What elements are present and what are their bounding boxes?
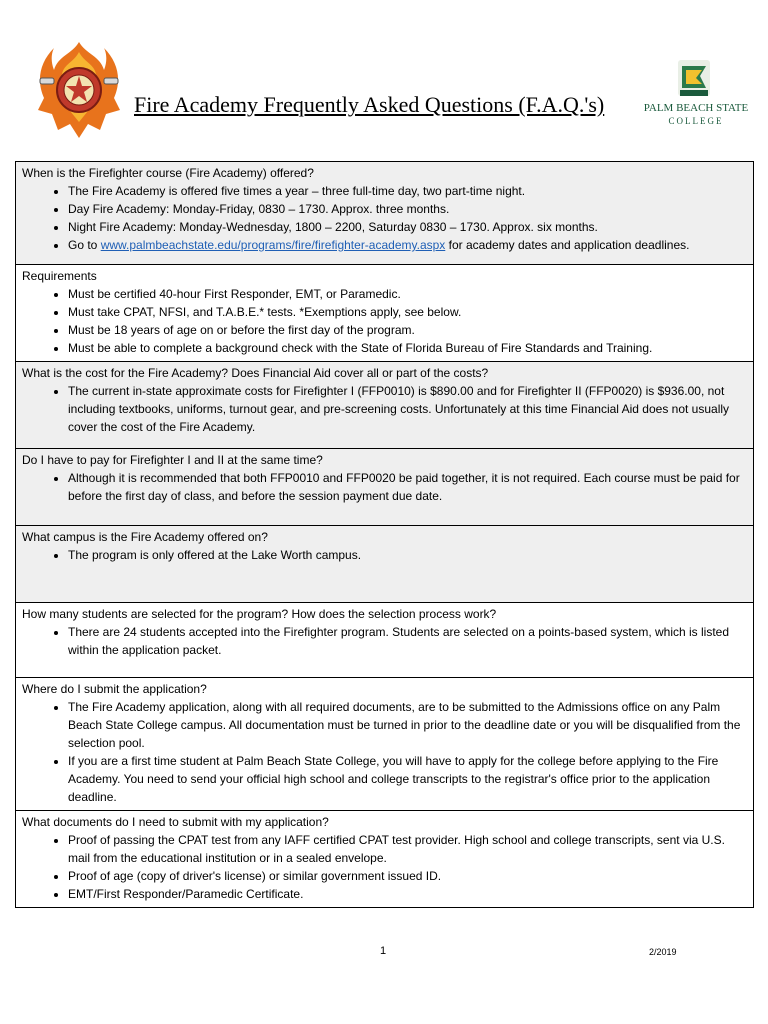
fire-academy-logo	[34, 40, 124, 140]
faq-question: How many students are selected for the program? How does the selection process work?	[22, 607, 497, 621]
faq-answer: • Must be 18 years of age on or before the first day of the program.	[68, 321, 747, 339]
faq-answer: • The program is only offered at the Lake Worth campus.	[68, 546, 747, 564]
faq-answer-list	[22, 285, 747, 357]
college-name: PALM BEACH STATE	[643, 102, 749, 114]
faq-answer-list	[22, 182, 747, 254]
faq-answer: • Proof of passing the CPAT test from any IAFF certified CPAT test provider. High school and college transcripts, sent via U.S. mail from the educational institution or in a sealed envelope.	[68, 831, 747, 867]
faq-answer-list	[22, 546, 747, 564]
faq-row-schedule	[16, 162, 754, 265]
faq-answer: • Must be certified 40-hour First Responder, EMT, or Paramedic.	[68, 285, 747, 303]
faq-answer-list	[22, 469, 747, 505]
faq-question: When is the Firefighter course (Fire Academy) offered?	[22, 166, 314, 180]
faq-row-selection	[16, 603, 754, 678]
revision-date: 2/2019	[649, 947, 677, 957]
flame-shield-icon	[34, 40, 124, 140]
faq-answer-with-link	[68, 236, 747, 254]
faq-question: Requirements	[22, 269, 97, 283]
faq-row-campus	[16, 526, 754, 603]
faq-answer: • The Fire Academy is offered five times a year – three full-time day, two part-time night.	[68, 182, 747, 200]
faq-question: What is the cost for the Fire Academy? Does Financial Aid cover all or part of the costs?	[22, 366, 489, 380]
faq-answer: • Must be able to complete a background check with the State of Florida Bureau of Fire Standards and Training.	[68, 339, 747, 357]
college-emblem-icon	[672, 58, 716, 100]
faq-table	[15, 161, 754, 908]
page-number: 1	[380, 945, 387, 957]
faq-answer: • The current in-state approximate costs for Firefighter I (FFP0010) is $890.00 and for Firefighter II (FFP0020) is $936.00, not including textbooks, uniforms, turnout gear, and pre-screening costs. Unfortunately at this time Financial Aid does not usually cover the cost of the Fire Academy.	[68, 382, 747, 436]
faq-row-submit	[16, 678, 754, 811]
faq-question: What campus is the Fire Academy offered on?	[22, 530, 268, 544]
academy-link[interactable]: www.palmbeachstate.edu/programs/fire/firefighter-academy.aspx	[100, 238, 446, 252]
faq-answer-list	[22, 382, 747, 436]
faq-row-payment	[16, 449, 754, 526]
link-prefix: Go to	[68, 238, 101, 252]
faq-question: Do I have to pay for Firefighter I and II at the same time?	[22, 453, 323, 467]
faq-question: What documents do I need to submit with my application?	[22, 815, 329, 829]
college-sub: COLLEGE	[668, 116, 724, 126]
faq-answer: • EMT/First Responder/Paramedic Certificate.	[68, 885, 747, 903]
faq-answer: • Night Fire Academy: Monday-Wednesday, 1800 – 2200, Saturday 0830 – 1730. Approx. six months.	[68, 218, 747, 236]
faq-answer-list	[22, 623, 747, 659]
faq-answer: • Proof of age (copy of driver's license) or similar government issued ID.	[68, 867, 747, 885]
faq-answer: • Day Fire Academy: Monday-Friday, 0830 – 1730. Approx. three months.	[68, 200, 747, 218]
link-suffix: for academy dates and application deadlines.	[445, 238, 690, 252]
faq-answer-list	[22, 831, 747, 903]
faq-answer-list	[22, 698, 747, 806]
faq-answer: • Must take CPAT, NFSI, and T.A.B.E.* tests. *Exemptions apply, see below.	[68, 303, 747, 321]
faq-answer: • Although it is recommended that both FFP0010 and FFP0020 be paid together, it is not required. Each course must be paid for before the first day of class, and before the session payment due date.	[68, 469, 747, 505]
college-logo	[642, 58, 750, 130]
faq-answer: • If you are a first time student at Palm Beach State College, you will have to apply for the college before applying to the Fire Academy. You need to send your official high school and college transcripts to the registrar's office prior to the application deadline.	[68, 752, 747, 806]
faq-answer: • The Fire Academy application, along with all required documents, are to be submitted to the Admissions office on any Palm Beach State College campus. All documentation must be turned in prior to the deadline date or you will be disqualified from the selection pool.	[68, 698, 747, 752]
faq-row-requirements	[16, 265, 754, 362]
page-title: Fire Academy Frequently Asked Questions (F.A.Q.'s)	[134, 92, 605, 117]
faq-row-documents	[16, 811, 754, 908]
faq-question: Where do I submit the application?	[22, 682, 207, 696]
faq-answer: • There are 24 students accepted into the Firefighter program. Students are selected on a points-based system, which is listed within the application packet.	[68, 623, 747, 659]
faq-row-cost	[16, 362, 754, 449]
